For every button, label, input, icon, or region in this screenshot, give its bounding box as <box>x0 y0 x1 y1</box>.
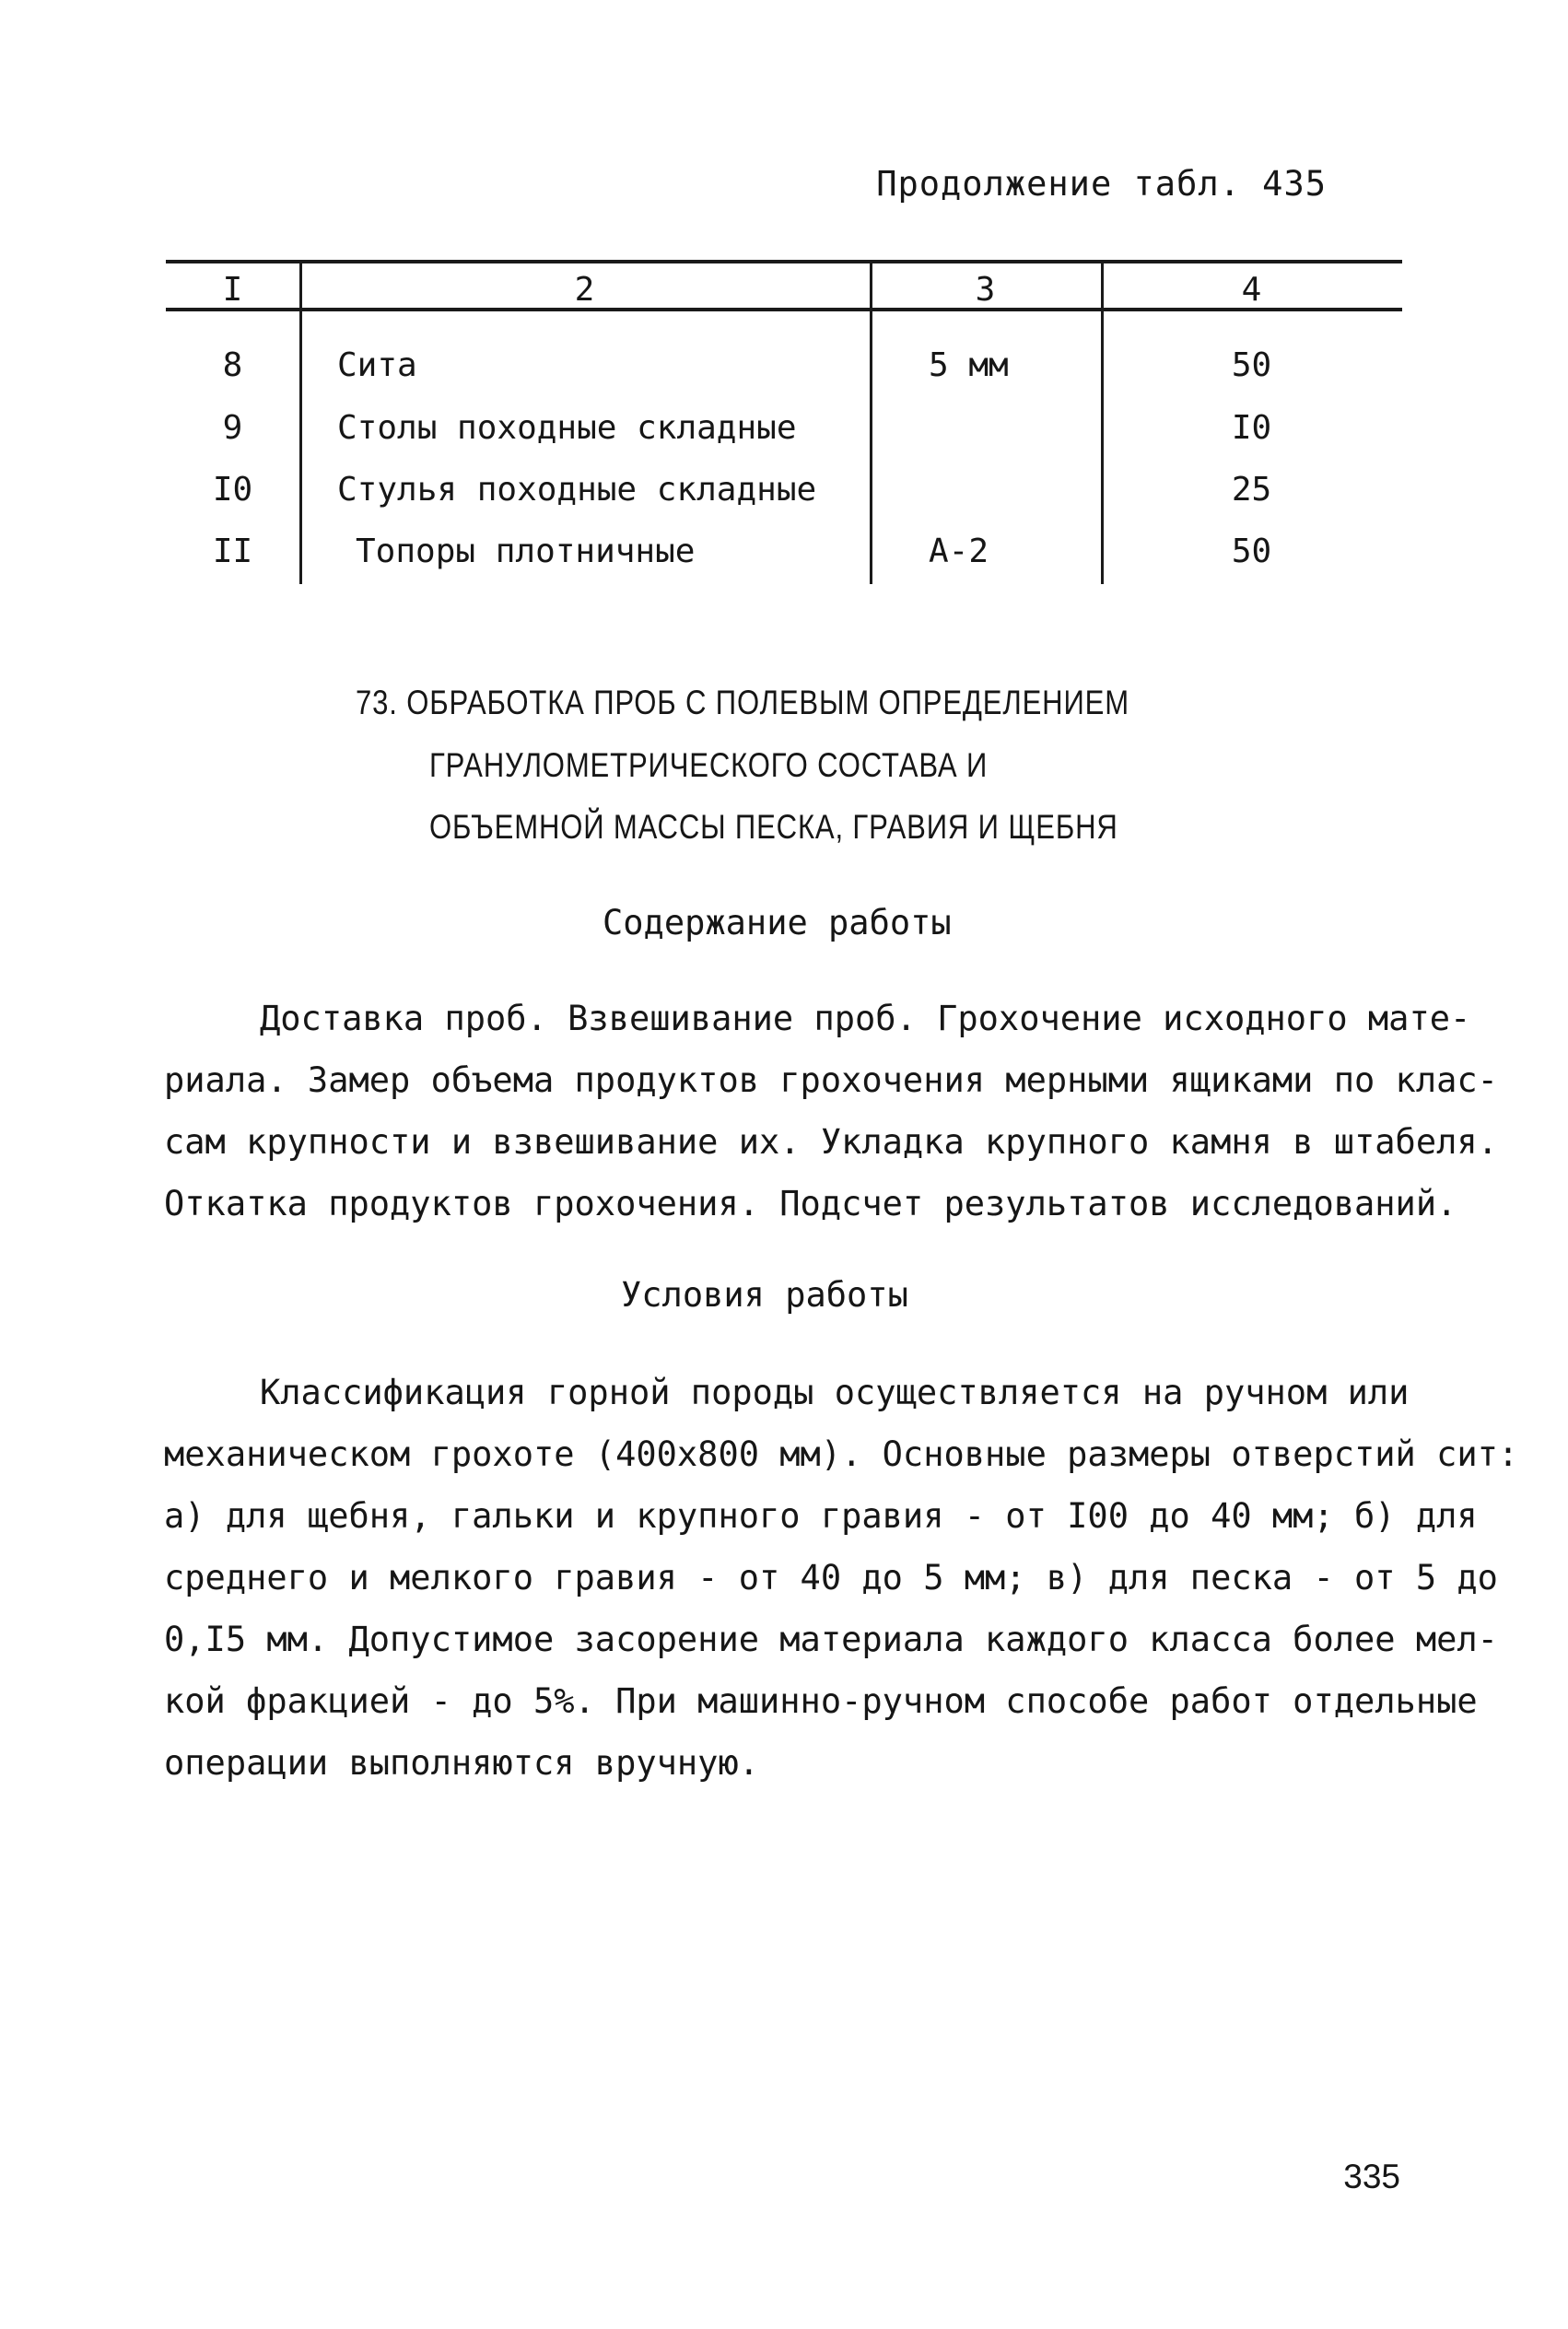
table-header-cell: 4 <box>1241 271 1262 309</box>
item-name: Сита <box>337 346 417 384</box>
paragraph-line: а) для щебня, гальки и крупного гравия - от I00 до 40 мм; б) для <box>164 1496 1478 1536</box>
section-title-line: 73. ОБРАБОТКА ПРОБ С ПОЛЕВЫМ ОПРЕДЕЛЕНИЕМ <box>356 684 1129 721</box>
item-name: Стулья походные складные <box>337 471 817 509</box>
paragraph-line: 0,I5 мм. Допустимое засорение материала каждого класса более мел- <box>164 1620 1498 1659</box>
continuation-label: Продолжение табл. 435 <box>876 164 1327 204</box>
paragraph-line: Откатка продуктов грохочения. Подсчет результатов исследований. <box>164 1184 1457 1223</box>
paragraph-line: риала. Замер объема продуктов грохочения мерными ящиками по клас- <box>164 1060 1498 1100</box>
item-quantity: 25 <box>1231 471 1272 509</box>
content-heading: Содержание работы <box>603 903 952 942</box>
table-header-cell: 3 <box>975 271 996 309</box>
item-size: А-2 <box>929 533 989 570</box>
table-top-rule <box>166 260 1402 263</box>
item-size: 5 мм <box>929 346 1009 384</box>
content-paragraph <box>164 988 1498 1235</box>
row-number: II <box>212 533 253 570</box>
item-quantity: 50 <box>1231 346 1272 384</box>
row-number: I0 <box>212 471 253 509</box>
paragraph-line: кой фракцией - до 5%. При машинно-ручном способе работ отдельные <box>164 1681 1478 1721</box>
paragraph-line: Доставка проб. Взвешивание проб. Грохочение исходного мате- <box>260 999 1471 1038</box>
section-title-line: ГРАНУЛОМЕТРИЧЕСКОГО СОСТАВА И <box>429 746 989 784</box>
equipment-table <box>166 260 1402 584</box>
paragraph-line: среднего и мелкого гравия - от 40 до 5 мм; в) для песка - от 5 до <box>164 1558 1498 1598</box>
item-quantity: I0 <box>1231 409 1272 447</box>
paragraph-line: Классификация горной породы осуществляется на ручном или <box>260 1373 1410 1412</box>
paragraph-line: механическом грохоте (400х800 мм). Основные размеры отверстий сит: <box>164 1434 1519 1474</box>
conditions-paragraph <box>164 1362 1519 1794</box>
item-quantity: 50 <box>1231 533 1272 570</box>
conditions-heading: Условия работы <box>621 1275 908 1315</box>
table-header-cell: 2 <box>574 271 595 309</box>
item-name: Столы походные складные <box>337 409 797 447</box>
page-number: 335 <box>1343 2158 1400 2195</box>
row-number: 8 <box>222 346 243 384</box>
paragraph-line: сам крупности и взвешивание их. Укладка крупного камня в штабеля. <box>164 1122 1498 1162</box>
item-name: Топоры плотничные <box>356 533 696 570</box>
row-number: 9 <box>222 409 243 447</box>
paragraph-line: операции выполняются вручную. <box>164 1743 760 1783</box>
section-title-line: ОБЪЕМНОЙ МАССЫ ПЕСКА, ГРАВИЯ И ЩЕБНЯ <box>429 808 1118 846</box>
table-header-cell: I <box>222 271 243 309</box>
